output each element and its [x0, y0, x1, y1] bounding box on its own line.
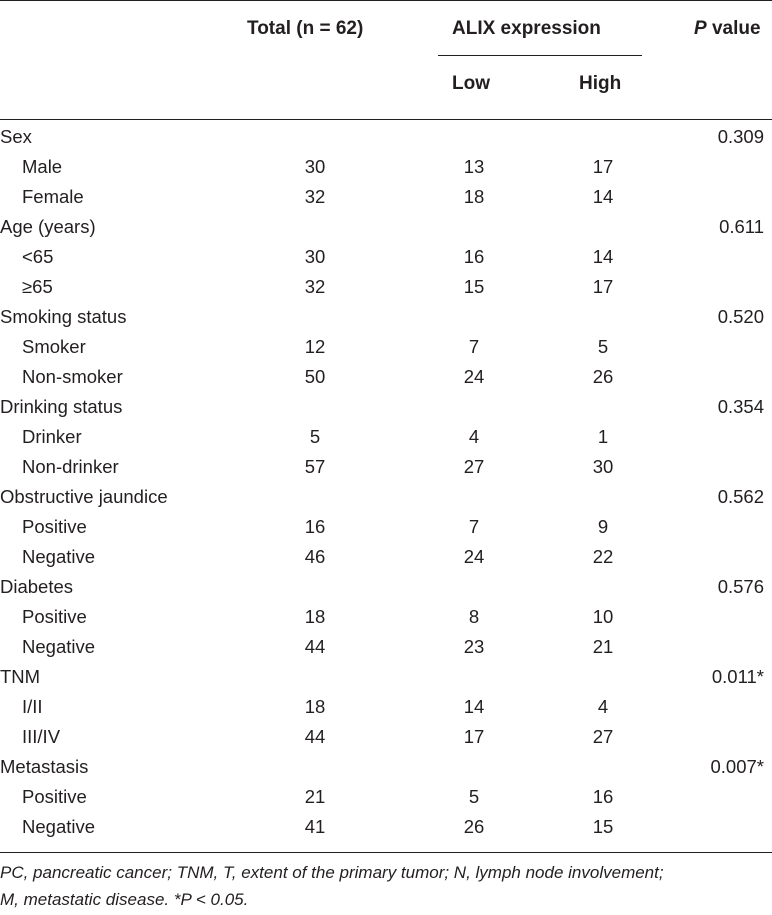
bottom-rule: [0, 852, 772, 853]
row-label: I/II: [22, 696, 43, 717]
row-label: III/IV: [22, 726, 61, 747]
table-group-row: [0, 662, 772, 692]
table-row: [0, 152, 772, 182]
cell-high: 4: [597, 696, 609, 717]
cell-total: 30: [304, 156, 326, 177]
footnote-line-2: M, metastatic disease. *P < 0.05.: [0, 890, 249, 909]
cell-total: 30: [304, 246, 326, 267]
table-group-row: [0, 392, 772, 422]
cell-low: 18: [463, 186, 485, 207]
row-label: Female: [22, 186, 84, 207]
cell-high: 22: [592, 546, 614, 567]
table-row: [0, 182, 772, 212]
header-rule: [0, 119, 772, 120]
cell-high: 5: [597, 336, 609, 357]
row-label: Sex: [0, 126, 32, 147]
cell-high: 17: [592, 276, 614, 297]
cell-low: 4: [468, 426, 480, 447]
table-row: [0, 362, 772, 392]
cell-low: 13: [463, 156, 485, 177]
table-row: [0, 602, 772, 632]
cell-high: 14: [592, 186, 614, 207]
table-group-row: [0, 482, 772, 512]
row-label: Negative: [22, 816, 96, 837]
cell-p-value: 0.611: [719, 216, 764, 237]
header-total: Total (n = 62): [247, 18, 364, 39]
cell-total: 57: [304, 456, 326, 477]
cell-high: 15: [592, 816, 614, 837]
cell-total: 18: [304, 606, 326, 627]
cell-high: 14: [592, 246, 614, 267]
row-label: Non-drinker: [22, 456, 119, 477]
cell-total: 41: [304, 816, 326, 837]
cell-total: 46: [304, 546, 326, 567]
cell-low: 23: [463, 636, 485, 657]
cell-total: 50: [304, 366, 326, 387]
header-p-italic: P: [694, 18, 707, 39]
row-label: Smoking status: [0, 306, 127, 327]
table-row: [0, 542, 772, 572]
row-label: Negative: [22, 636, 96, 657]
cell-total: 5: [309, 426, 321, 447]
row-label: Drinking status: [0, 396, 123, 417]
cell-p-value: 0.011*: [711, 666, 764, 687]
row-label: ≥65: [22, 276, 53, 297]
table-row: [0, 452, 772, 482]
table-row: [0, 632, 772, 662]
header-alix-expression: ALIX expression: [452, 18, 601, 39]
cell-total: 18: [304, 696, 326, 717]
table-group-row: [0, 212, 772, 242]
table-row: [0, 722, 772, 752]
cell-p-value: 0.520: [717, 306, 764, 327]
cell-low: 27: [463, 456, 485, 477]
cell-high: 27: [592, 726, 614, 747]
cell-p-value: 0.562: [717, 486, 764, 507]
header-p-value: [694, 18, 761, 40]
cell-low: 24: [463, 546, 485, 567]
cell-low: 17: [463, 726, 485, 747]
cell-high: 26: [592, 366, 614, 387]
cell-p-value: 0.576: [717, 576, 764, 597]
row-label: TNM: [0, 666, 41, 687]
header-low: Low: [452, 73, 490, 94]
cell-high: 10: [592, 606, 614, 627]
cell-high: 21: [592, 636, 614, 657]
row-label: Smoker: [22, 336, 86, 357]
cell-high: 9: [597, 516, 609, 537]
cell-total: 44: [304, 636, 326, 657]
cell-high: 30: [592, 456, 614, 477]
cell-total: 44: [304, 726, 326, 747]
row-label: Positive: [22, 606, 87, 627]
cell-low: 7: [468, 516, 480, 537]
cell-total: 32: [304, 276, 326, 297]
cell-low: 14: [463, 696, 485, 717]
cell-low: 7: [468, 336, 480, 357]
cell-total: 32: [304, 186, 326, 207]
cell-p-value: 0.007*: [710, 756, 764, 777]
header-high: High: [579, 73, 622, 94]
cell-total: 16: [304, 516, 326, 537]
cell-high: 16: [592, 786, 614, 807]
table-footnote: [0, 859, 772, 913]
table-row: [0, 272, 772, 302]
cell-low: 5: [468, 786, 480, 807]
cell-low: 15: [463, 276, 485, 297]
cell-p-value: 0.354: [717, 396, 764, 417]
cell-total: 12: [304, 336, 326, 357]
table-row: [0, 692, 772, 722]
table-body: [0, 122, 772, 842]
cell-low: 26: [463, 816, 485, 837]
table-row: [0, 782, 772, 812]
row-label: <65: [22, 246, 54, 267]
row-label: Drinker: [22, 426, 82, 447]
table-row: [0, 812, 772, 842]
cell-low: 8: [468, 606, 480, 627]
row-label: Positive: [22, 786, 87, 807]
row-label: Negative: [22, 546, 96, 567]
cell-low: 16: [463, 246, 485, 267]
cell-low: 24: [463, 366, 485, 387]
cell-high: 17: [592, 156, 614, 177]
row-label: Metastasis: [0, 756, 89, 777]
top-rule: [0, 0, 772, 1]
row-label: Positive: [22, 516, 87, 537]
table-group-row: [0, 752, 772, 782]
row-label: Diabetes: [0, 576, 74, 597]
table-row: [0, 422, 772, 452]
row-label: Male: [22, 156, 63, 177]
row-label: Age (years): [0, 216, 96, 237]
table-group-row: [0, 122, 772, 152]
cell-high: 1: [597, 426, 609, 447]
table-row: [0, 242, 772, 272]
table-group-row: [0, 302, 772, 332]
cell-total: 21: [304, 786, 326, 807]
row-label: Obstructive jaundice: [0, 486, 168, 507]
header-p-rest: value: [706, 18, 761, 39]
footnote-line-1: PC, pancreatic cancer; TNM, T, extent of the primary tumor; N, lymph node involvement;: [0, 863, 664, 882]
cell-p-value: 0.309: [717, 126, 764, 147]
alix-span-rule: [438, 55, 642, 56]
table-group-row: [0, 572, 772, 602]
table-row: [0, 512, 772, 542]
row-label: Non-smoker: [22, 366, 123, 387]
table-row: [0, 332, 772, 362]
